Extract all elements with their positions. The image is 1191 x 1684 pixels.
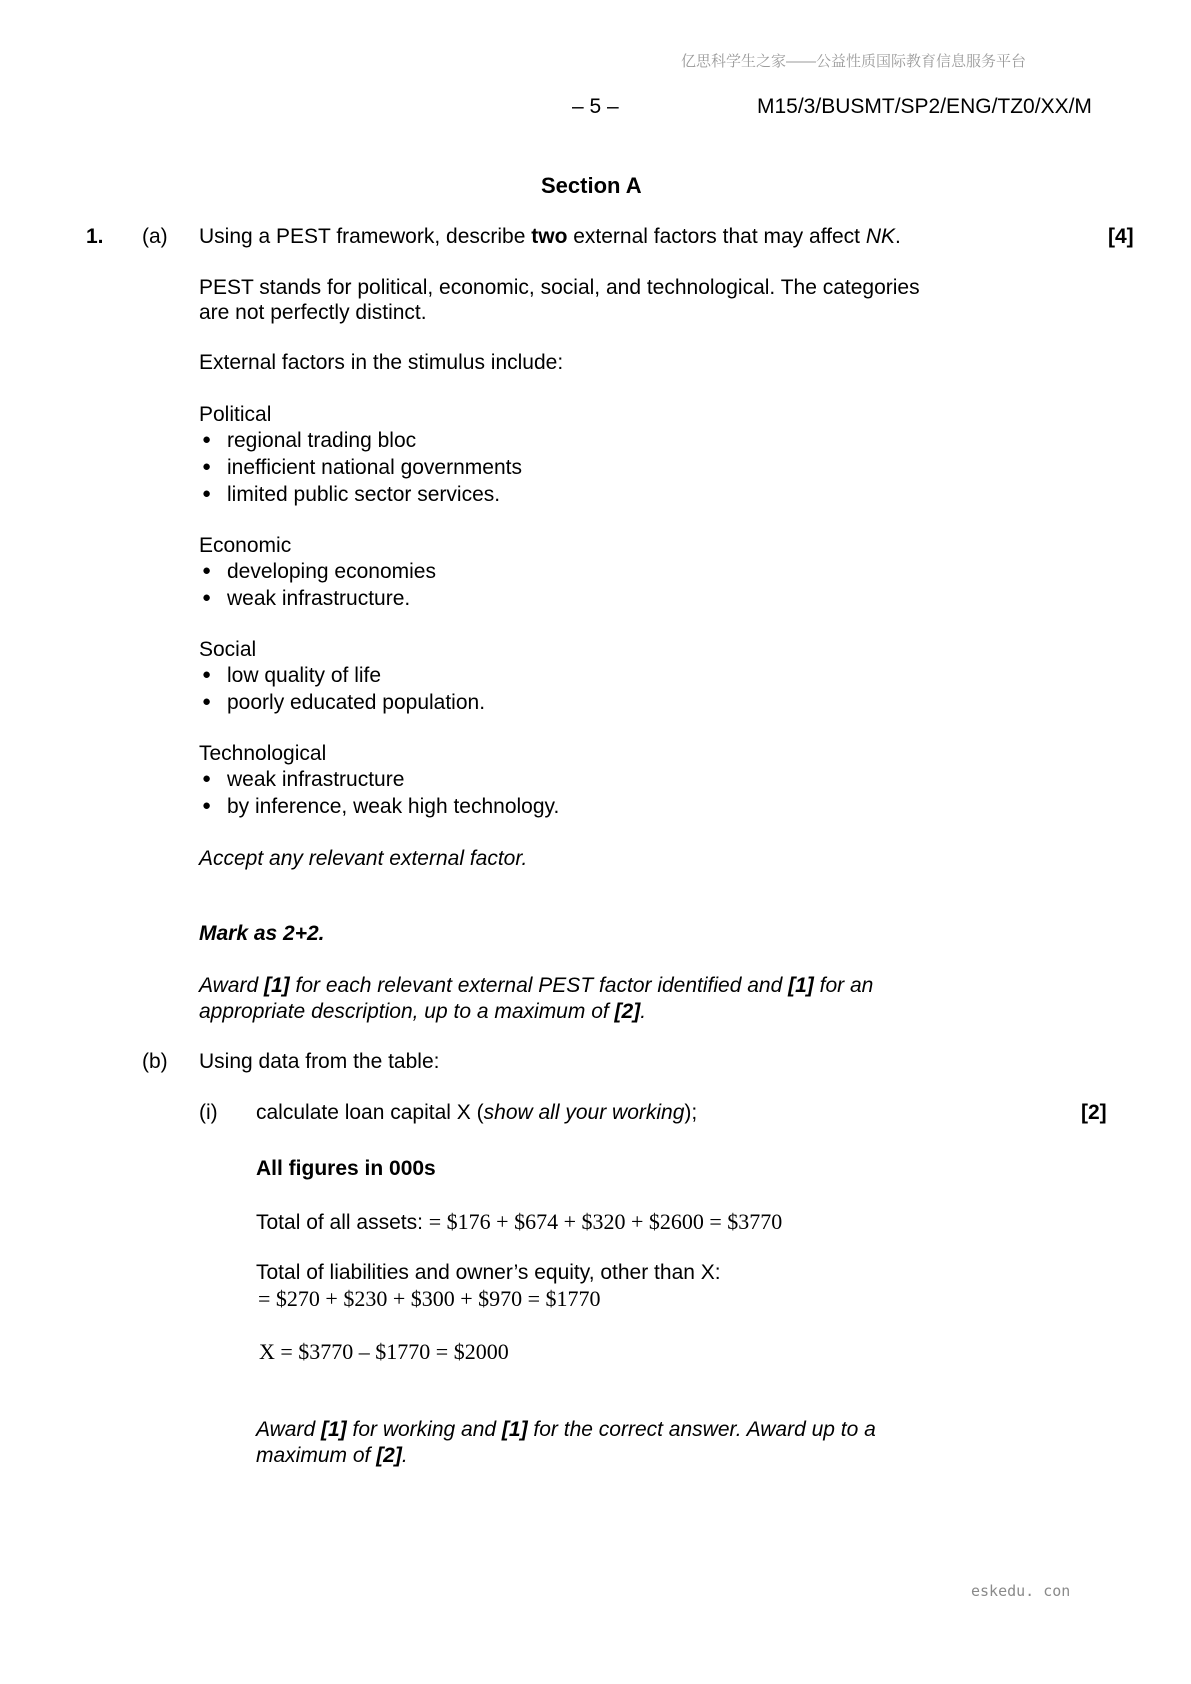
part-b-i-label: (i)	[199, 1101, 218, 1124]
watermark-text: 亿思科学生之家——公益性质国际教育信息服务平台	[681, 53, 1027, 70]
social-item-2: poorly educated population.	[227, 691, 486, 714]
award-a-line-2: appropriate description, up to a maximum of [2].	[199, 1000, 647, 1023]
part-a-marks: [4]	[1108, 225, 1134, 248]
economic-item-1: developing economies	[227, 560, 436, 583]
figures-note: All figures in 000s	[256, 1157, 436, 1180]
political-item-3: limited public sector services.	[227, 483, 501, 506]
economic-item-2: weak infrastructure.	[227, 587, 411, 610]
bullet-icon: ●	[202, 485, 212, 502]
x-equation: X = $3770 – $1770 = $2000	[259, 1339, 509, 1364]
award-a-line-1: Award [1] for each relevant external PEST factor identified and [1] for an	[199, 974, 874, 997]
paper-code: M15/3/BUSMT/SP2/ENG/TZ0/XX/M	[757, 95, 1092, 118]
political-item-2: inefficient national governments	[227, 456, 522, 479]
part-b-i-marks: [2]	[1081, 1101, 1107, 1124]
bullet-icon: ●	[202, 693, 212, 710]
group-title-technological: Technological	[199, 742, 327, 765]
bullet-icon: ●	[202, 666, 212, 683]
assets-total: Total of all assets: = $176 + $674 + $320 + $2600 = $3770	[256, 1209, 783, 1234]
part-b-label: (b)	[142, 1050, 168, 1073]
accept-note: Accept any relevant external factor.	[199, 847, 528, 870]
factors-intro: External factors in the stimulus include:	[199, 351, 564, 374]
bullet-icon: ●	[202, 770, 212, 787]
mark-scheme: Mark as 2+2.	[199, 922, 325, 945]
part-b-text: Using data from the table:	[199, 1050, 440, 1073]
liabilities-equation: = $270 + $230 + $300 + $970 = $1770	[258, 1286, 601, 1311]
social-item-1: low quality of life	[227, 664, 382, 687]
page-number: – 5 –	[572, 95, 619, 118]
part-a-label: (a)	[142, 225, 168, 248]
award-b-line-1: Award [1] for working and [1] for the correct answer. Award up to a	[256, 1418, 876, 1441]
bullet-icon: ●	[202, 458, 212, 475]
part-b-i-question: calculate loan capital X (show all your working);	[256, 1101, 698, 1124]
award-b-line-2: maximum of [2].	[256, 1444, 408, 1467]
political-item-1: regional trading bloc	[227, 429, 417, 452]
group-title-economic: Economic	[199, 534, 292, 557]
pest-intro-line-2: are not perfectly distinct.	[199, 301, 427, 324]
bullet-icon: ●	[202, 431, 212, 448]
pest-intro-line-1: PEST stands for political, economic, social, and technological. The categories	[199, 276, 920, 299]
technological-item-2: by inference, weak high technology.	[227, 795, 560, 818]
bullet-icon: ●	[202, 797, 212, 814]
liabilities-label: Total of liabilities and owner’s equity, other than X:	[256, 1261, 721, 1284]
part-a-question: Using a PEST framework, describe two external factors that may affect NK.	[199, 225, 901, 248]
technological-item-1: weak infrastructure	[227, 768, 405, 791]
question-number: 1.	[86, 225, 104, 248]
footer-site-text: eskedu. con	[971, 1582, 1071, 1600]
section-title: Section A	[541, 173, 642, 198]
bullet-icon: ●	[202, 589, 212, 606]
group-title-social: Social	[199, 638, 257, 661]
bullet-icon: ●	[202, 562, 212, 579]
group-title-political: Political	[199, 403, 272, 426]
